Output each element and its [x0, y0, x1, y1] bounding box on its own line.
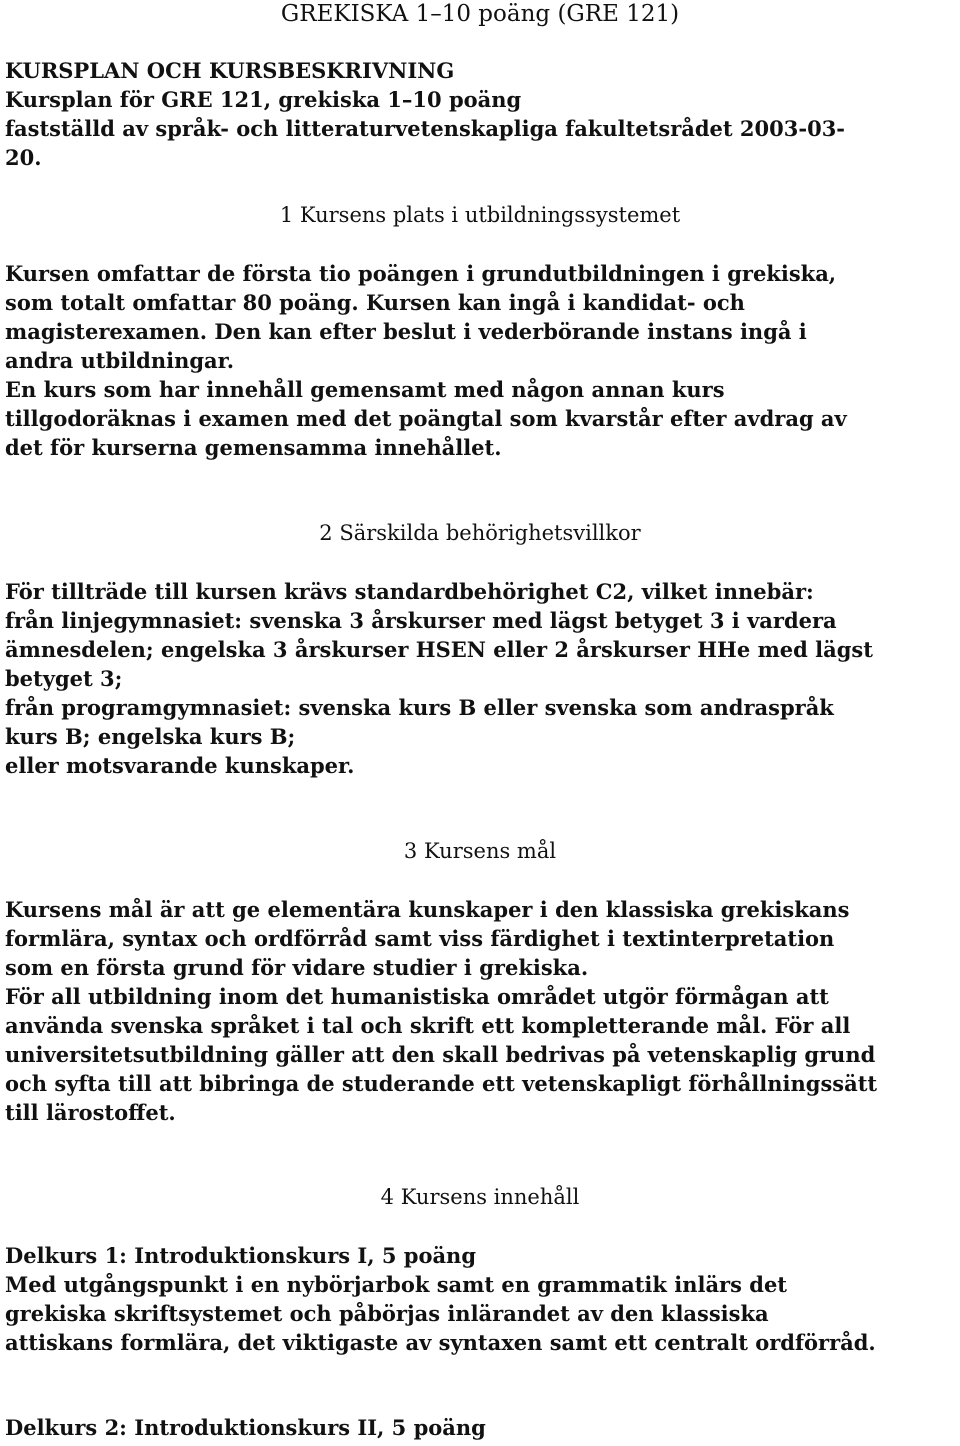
body-line: universitetsutbildning gäller att den skall bedrivas på vetenskaplig grund [5, 1042, 876, 1067]
body-line: från programgymnasiet: svenska kurs B eller svenska som andraspråk [5, 695, 834, 720]
body-line: ämnesdelen; engelska 3 årskurser HSEN eller 2 årskurser HHe med lägst [5, 637, 873, 662]
section-4-heading: 4 Kursens innehåll [380, 1185, 580, 1209]
body-line: eller motsvarande kunskaper. [5, 753, 355, 778]
body-line: använda svenska språket i tal och skrift ett kompletterande mål. För all [5, 1013, 851, 1038]
section-2-body [5, 577, 955, 780]
section-4-body [5, 1241, 955, 1357]
body-line: För tillträde till kursen krävs standardbehörighet C2, vilket innebär: [5, 579, 814, 604]
header-line: fastställd av språk- och litteraturvetenskapliga fakultetsrådet 2003-03- [5, 116, 846, 141]
body-line: attiskans formlära, det viktigaste av syntaxen samt ett centralt ordförråd. [5, 1330, 876, 1355]
header-line: KURSPLAN OCH KURSBESKRIVNING [5, 58, 455, 83]
header-line: Kursplan för GRE 121, grekiska 1–10 poäng [5, 87, 522, 112]
section-1-body [5, 259, 955, 462]
delkurs-1-title: Delkurs 1: Introduktionskurs I, 5 poäng [5, 1243, 477, 1268]
section-3-heading: 3 Kursens mål [403, 839, 557, 863]
body-line: kurs B; engelska kurs B; [5, 724, 296, 749]
body-line: det för kurserna gemensamma innehållet. [5, 435, 502, 460]
body-line: tillgodoräknas i examen med det poängtal som kvarstår efter avdrag av [5, 406, 847, 431]
body-line: som totalt omfattar 80 poäng. Kursen kan ingå i kandidat- och [5, 290, 745, 315]
body-line: och syfta till att bibringa de studerande ett vetenskapligt förhållningssätt [5, 1071, 878, 1096]
body-line: betyget 3; [5, 666, 123, 691]
body-line: Kursen omfattar de första tio poängen i grundutbildningen i grekiska, [5, 261, 837, 286]
section-3-body [5, 895, 955, 1127]
body-line: från linjegymnasiet: svenska 3 årskurser med lägst betyget 3 i vardera [5, 608, 837, 633]
document-title: GREKISKA 1–10 poäng (GRE 121) [280, 1, 680, 27]
body-line: Kursens mål är att ge elementära kunskaper i den klassiska grekiskans [5, 897, 850, 922]
body-line: till lärostoffet. [5, 1100, 176, 1125]
section-1-heading: 1 Kursens plats i utbildningssystemet [279, 203, 681, 227]
body-line: För all utbildning inom det humanistiska området utgör förmågan att [5, 984, 829, 1009]
body-line: andra utbildningar. [5, 348, 235, 373]
delkurs-2-block [5, 1413, 955, 1442]
body-line: Med utgångspunkt i en nybörjarbok samt en grammatik inlärs det [5, 1272, 788, 1297]
section-2-heading: 2 Särskilda behörighetsvillkor [319, 521, 641, 545]
body-line: som en första grund för vidare studier i grekiska. [5, 955, 589, 980]
course-plan-header [5, 56, 955, 172]
header-line: 20. [5, 145, 42, 170]
body-line: grekiska skriftsystemet och påbörjas inlärandet av den klassiska [5, 1301, 769, 1326]
body-line: magisterexamen. Den kan efter beslut i vederbörande instans ingå i [5, 319, 807, 344]
body-line: En kurs som har innehåll gemensamt med någon annan kurs [5, 377, 725, 402]
body-line: formlära, syntax och ordförråd samt viss färdighet i textinterpretation [5, 926, 835, 951]
delkurs-2-title: Delkurs 2: Introduktionskurs II, 5 poäng [5, 1415, 486, 1440]
